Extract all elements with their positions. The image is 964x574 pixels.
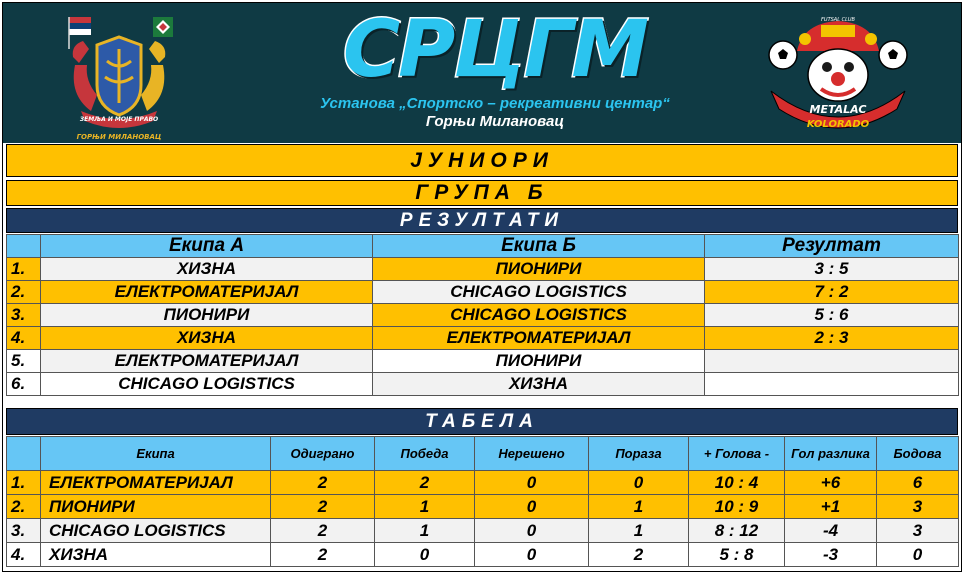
standings-row xyxy=(7,471,959,495)
team-b-cell: ПИОНИРИ xyxy=(373,350,705,373)
team-a-cell: ЕЛЕКТРОМАТЕРИЈАЛ xyxy=(41,281,373,304)
team-a-cell: ЕЛЕКТРОМАТЕРИЈАЛ xyxy=(41,350,373,373)
drawn-cell: 0 xyxy=(475,495,589,519)
drawn-cell: 0 xyxy=(475,543,589,567)
results-header-team-b: Екипа Б xyxy=(373,235,705,258)
standings-header-lost: Пораза xyxy=(589,437,689,471)
standings-header-points: Бодова xyxy=(877,437,959,471)
brand-subtitle-institution: Установа „Спортско – рекреативни центар“ xyxy=(320,95,670,112)
team-b-cell: CHICAGO LOGISTICS xyxy=(373,304,705,327)
standings-header-played: Одиграно xyxy=(271,437,375,471)
played-cell: 2 xyxy=(271,471,375,495)
team-a-cell: ХИЗНА xyxy=(41,258,373,281)
header-banner xyxy=(3,3,961,143)
crest-city-name: ГОРЊИ МИЛАНОВАЦ xyxy=(76,133,162,141)
results-row xyxy=(7,258,959,281)
won-cell: 0 xyxy=(375,543,475,567)
lost-cell: 2 xyxy=(589,543,689,567)
goals-cell: 10 : 9 xyxy=(689,495,785,519)
drawn-cell: 0 xyxy=(475,471,589,495)
goals-cell: 5 : 8 xyxy=(689,543,785,567)
drawn-cell: 0 xyxy=(475,519,589,543)
goals-cell: 10 : 4 xyxy=(689,471,785,495)
team-b-cell: CHICAGO LOGISTICS xyxy=(373,281,705,304)
team-a-cell: ХИЗНА xyxy=(41,327,373,350)
result-cell: 5 : 6 xyxy=(705,304,959,327)
group-title: ГРУПА Б xyxy=(6,180,958,206)
team-cell: CHICAGO LOGISTICS xyxy=(41,519,271,543)
played-cell: 2 xyxy=(271,519,375,543)
club-logo-ring-text: FUTSAL CLUB xyxy=(821,17,855,23)
results-row xyxy=(7,350,959,373)
results-header-num xyxy=(7,235,41,258)
results-title: РЕЗУЛТАТИ xyxy=(6,208,958,233)
standings-row xyxy=(7,519,959,543)
goal-diff-cell: +6 xyxy=(785,471,877,495)
team-b-cell: ПИОНИРИ xyxy=(373,258,705,281)
brand-title: СРЦГМ xyxy=(342,5,648,95)
crest-motto: ЗЕМЉА И МОЈЕ ПРАВО xyxy=(79,116,159,123)
standings-row xyxy=(7,543,959,567)
row-number: 3. xyxy=(7,304,41,327)
team-a-cell: ПИОНИРИ xyxy=(41,304,373,327)
standings-header-won: Победа xyxy=(375,437,475,471)
standings-header-row xyxy=(7,437,959,471)
position-cell: 1. xyxy=(7,471,41,495)
won-cell: 2 xyxy=(375,471,475,495)
results-row xyxy=(7,304,959,327)
goal-diff-cell: -4 xyxy=(785,519,877,543)
results-table xyxy=(6,234,959,396)
results-header-result: Резултат xyxy=(705,235,959,258)
points-cell: 3 xyxy=(877,519,959,543)
team-b-cell: ХИЗНА xyxy=(373,373,705,396)
lost-cell: 0 xyxy=(589,471,689,495)
points-cell: 6 xyxy=(877,471,959,495)
points-cell: 3 xyxy=(877,495,959,519)
standings-header-num xyxy=(7,437,41,471)
standings-title: ТАБЕЛА xyxy=(6,408,958,435)
won-cell: 1 xyxy=(375,495,475,519)
standings-row xyxy=(7,495,959,519)
row-number: 2. xyxy=(7,281,41,304)
standings-header-goal-diff: Гол разлика xyxy=(785,437,877,471)
results-header-team-a: Екипа А xyxy=(41,235,373,258)
result-cell: 2 : 3 xyxy=(705,327,959,350)
club-logo xyxy=(763,17,913,135)
results-row xyxy=(7,373,959,396)
lost-cell: 1 xyxy=(589,495,689,519)
team-cell: ХИЗНА xyxy=(41,543,271,567)
standings-header-drawn: Нерешено xyxy=(475,437,589,471)
standings-table xyxy=(6,436,959,567)
played-cell: 2 xyxy=(271,495,375,519)
results-row xyxy=(7,281,959,304)
club-logo-name: METALAC xyxy=(809,103,867,116)
team-a-cell: CHICAGO LOGISTICS xyxy=(41,373,373,396)
standings-header-team: Екипа xyxy=(41,437,271,471)
row-number: 1. xyxy=(7,258,41,281)
team-cell: ПИОНИРИ xyxy=(41,495,271,519)
goals-cell: 8 : 12 xyxy=(689,519,785,543)
goal-diff-cell: -3 xyxy=(785,543,877,567)
standings-header-goals: + Голова - xyxy=(689,437,785,471)
position-cell: 3. xyxy=(7,519,41,543)
row-number: 4. xyxy=(7,327,41,350)
goal-diff-cell: +1 xyxy=(785,495,877,519)
row-number: 5. xyxy=(7,350,41,373)
won-cell: 1 xyxy=(375,519,475,543)
brand-subtitle-city: Горњи Милановац xyxy=(425,113,565,130)
position-cell: 2. xyxy=(7,495,41,519)
row-number: 6. xyxy=(7,373,41,396)
team-cell: ЕЛЕКТРОМАТЕРИЈАЛ xyxy=(41,471,271,495)
result-cell xyxy=(705,350,959,373)
city-crest-logo xyxy=(61,15,177,143)
lost-cell: 1 xyxy=(589,519,689,543)
brand-block xyxy=(315,7,675,130)
position-cell: 4. xyxy=(7,543,41,567)
category-title: ЈУНИОРИ xyxy=(6,144,958,177)
results-header-row xyxy=(7,235,959,258)
result-cell: 7 : 2 xyxy=(705,281,959,304)
results-row xyxy=(7,327,959,350)
team-b-cell: ЕЛЕКТРОМАТЕРИЈАЛ xyxy=(373,327,705,350)
played-cell: 2 xyxy=(271,543,375,567)
result-cell xyxy=(705,373,959,396)
result-cell: 3 : 5 xyxy=(705,258,959,281)
club-logo-subname: KOLORADO xyxy=(806,119,870,130)
points-cell: 0 xyxy=(877,543,959,567)
